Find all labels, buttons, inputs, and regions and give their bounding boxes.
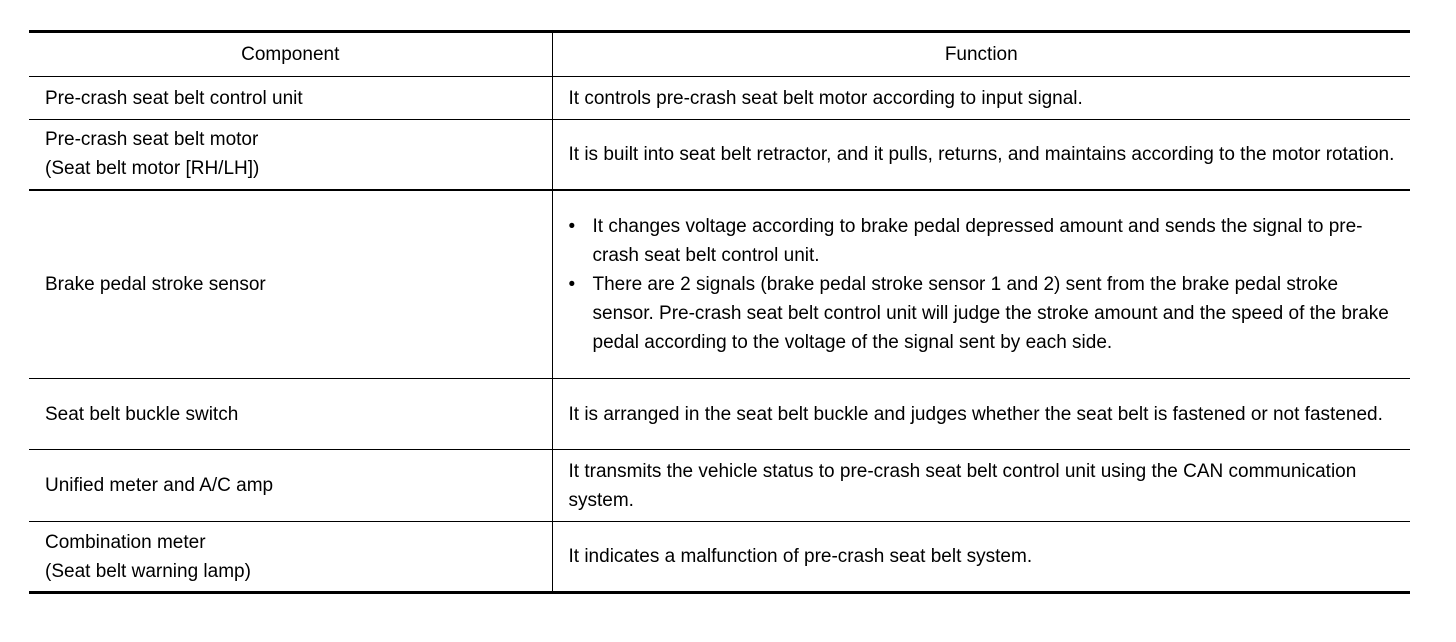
table-row: [29, 120, 1410, 190]
component-cell: [29, 77, 552, 120]
bullet-text: It changes voltage according to brake pedal depressed amount and sends the signal to pre-crash seat belt control unit.: [592, 215, 1363, 266]
list-item: [569, 270, 1397, 357]
function-cell: It indicates a malfunction of pre-crash seat belt system.: [552, 522, 1410, 593]
bullet-text: There are 2 signals (brake pedal stroke sensor 1 and 2) sent from the brake pedal stroke sensor. Pre-crash seat belt control unit will judge the stroke amount and the speed of the brake pedal according to the voltage of the signal sent by each side.: [592, 273, 1389, 353]
bullet-icon: •: [568, 273, 576, 295]
header-function: Function: [552, 32, 1410, 77]
list-item: [569, 212, 1397, 270]
component-cell: [29, 190, 552, 379]
function-cell: [552, 190, 1410, 379]
table-row: [29, 379, 1410, 450]
component-subname: (Seat belt motor [RH/LH]): [45, 158, 260, 180]
function-cell: It is arranged in the seat belt buckle and judges whether the seat belt is fastened or not fastened.: [552, 379, 1410, 450]
component-name: Combination meter: [45, 531, 206, 553]
function-cell: It controls pre-crash seat belt motor according to input signal.: [552, 77, 1410, 120]
header-component: Component: [29, 32, 552, 77]
function-bullet-list: [569, 212, 1397, 357]
component-function-table: [29, 30, 1410, 594]
table-row: [29, 190, 1410, 379]
component-name: Pre-crash seat belt control unit: [45, 87, 303, 109]
bullet-icon: •: [568, 215, 576, 237]
component-name: Unified meter and A/C amp: [45, 475, 274, 496]
function-cell: It transmits the vehicle status to pre-crash seat belt control unit using the CAN communication system.: [552, 450, 1410, 522]
component-cell: [29, 450, 552, 522]
table-row: [29, 450, 1410, 522]
component-name: Brake pedal stroke sensor: [45, 273, 266, 295]
table-row: [29, 522, 1410, 593]
component-name: Pre-crash seat belt motor: [45, 129, 259, 151]
component-name: Seat belt buckle switch: [45, 403, 239, 425]
table-header-row: [29, 32, 1410, 77]
component-cell: [29, 522, 552, 593]
table-row: [29, 77, 1410, 120]
component-cell: [29, 120, 552, 190]
function-cell: It is built into seat belt retractor, and it pulls, returns, and maintains according to the motor rotation.: [552, 120, 1410, 190]
component-subname: (Seat belt warning lamp): [45, 560, 251, 582]
component-cell: [29, 379, 552, 450]
